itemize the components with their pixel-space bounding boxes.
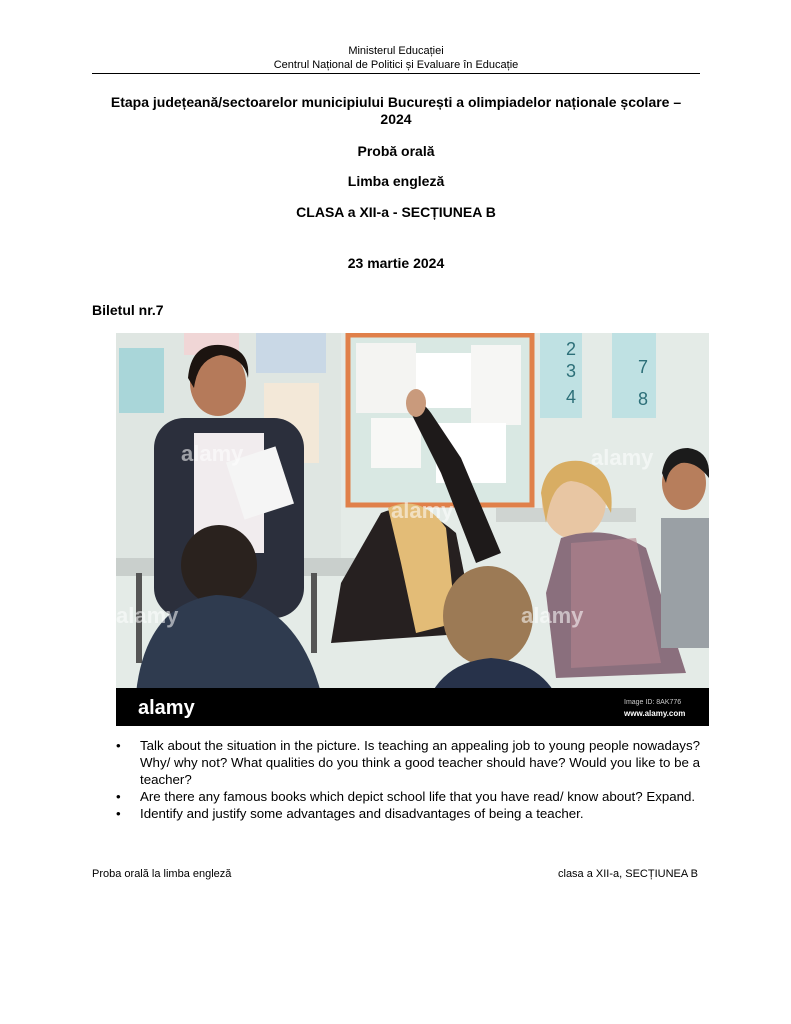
student-right <box>661 448 709 648</box>
watermark-text: alamy <box>521 603 584 628</box>
header-divider <box>92 73 700 74</box>
board-number: 3 <box>566 361 577 381</box>
board-number: 4 <box>566 387 577 407</box>
task-item: • Talk about the situation in the picture. Is teaching an appealing job to young people nowadays? Why/ why not? What qualities do you think a good teacher should have? Would you like to be a teacher? <box>116 738 700 787</box>
bullet-icon: • <box>116 738 121 753</box>
task-list <box>116 737 700 822</box>
footer-left: Proba orală la limba engleză <box>92 868 232 880</box>
task-item: • Identify and justify some advantages and disadvantages of being a teacher. <box>116 806 584 821</box>
exam-title-line-1: Etapa județeană/sectoarelor municipiului București a olimpiadelor naționale școlare – <box>110 94 682 110</box>
watermark-text: alamy <box>181 441 244 466</box>
page-header <box>92 44 700 72</box>
ticket-number: Biletul nr.7 <box>92 302 164 318</box>
classroom-photo <box>116 333 709 726</box>
exam-subject: Limba engleză <box>347 173 445 189</box>
watermark-text: alamy <box>591 445 654 470</box>
exam-title-line-2: 2024 <box>380 111 412 127</box>
brand-bar <box>116 688 709 726</box>
wall-poster <box>119 348 164 413</box>
bullet-icon: • <box>116 789 121 804</box>
alamy-site: www.alamy.com <box>624 709 686 718</box>
bullet-icon: • <box>116 806 121 821</box>
ministry-name: Ministerul Educației <box>348 45 444 57</box>
watermark-text: alamy <box>116 603 179 628</box>
watermark-text: alamy <box>391 498 454 523</box>
number-chart <box>612 333 656 418</box>
class-section: CLASA a XII-a - SECȚIUNEA B <box>296 204 496 220</box>
footer-right: clasa a XII-a, SECȚIUNEA B <box>558 868 698 880</box>
board-number: 7 <box>638 357 649 377</box>
wall-poster <box>256 333 326 373</box>
task-item: • Are there any famous books which depict school life that you have read/ know about? Expand. <box>116 789 696 804</box>
exam-date: 23 martie 2024 <box>347 255 445 271</box>
exam-type: Probă orală <box>357 143 435 159</box>
image-id: Image ID: 8AK776 <box>624 699 682 706</box>
center-name: Centrul Național de Politici și Evaluare în Educație <box>273 59 519 71</box>
board-number: 2 <box>566 339 577 359</box>
board-number: 8 <box>638 389 649 409</box>
alamy-logo: alamy <box>138 697 195 719</box>
exam-title <box>100 94 692 128</box>
